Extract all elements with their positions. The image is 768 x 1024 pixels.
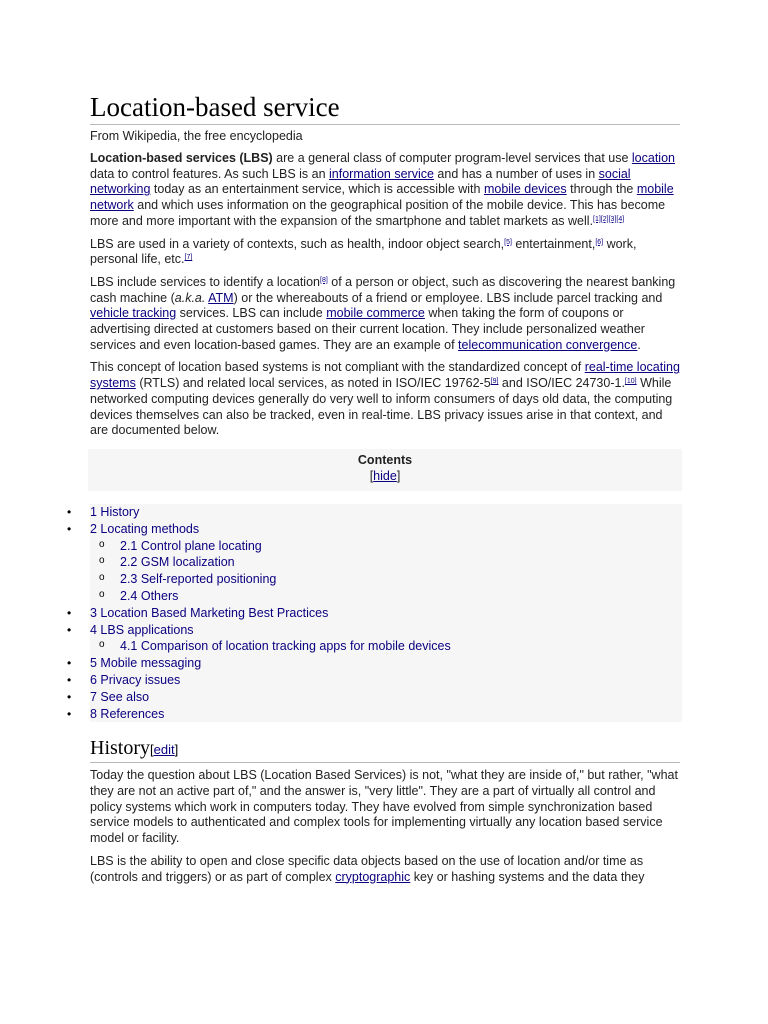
reference-6[interactable]: [6]: [595, 238, 604, 246]
text: and ISO/IEC 24730-1.: [498, 376, 625, 391]
lbs-bold-term: Location-based services (LBS): [90, 151, 273, 165]
reference-9[interactable]: [9]: [490, 378, 499, 386]
text: LBS is the ability to open and close specific data objects based on the use of location and/or time as (controls and triggers) or as part of complex: [90, 853, 644, 884]
toc-link[interactable]: 2 Locating methods: [90, 521, 200, 536]
text: of a person or object, such as discovering the nearest banking cash machine (: [90, 274, 676, 305]
link-telecommunication-convergence[interactable]: telecommunication convergence: [458, 337, 638, 352]
history-heading-text: History: [90, 737, 150, 760]
toc-link[interactable]: 7 See also: [90, 689, 150, 704]
toc-link[interactable]: 2.4 Others: [120, 588, 179, 603]
bracket: ]: [174, 742, 179, 758]
text: LBS include services to identify a location: [90, 274, 320, 289]
toc-item: [90, 571, 682, 588]
references-1-4[interactable]: [1][2][3][4]: [593, 215, 625, 223]
reference-10[interactable]: [10]: [624, 378, 637, 386]
text: (RTLS) and related local services, as noted in ISO/IEC 19762-5: [135, 376, 491, 391]
text: services. LBS can include: [176, 306, 327, 321]
bracket: [: [369, 468, 374, 483]
text: work, personal life, etc.: [90, 236, 637, 267]
toc-item: [90, 588, 682, 605]
text: are a general class of computer program-level services that use: [272, 151, 632, 165]
history-paragraph-1: Today the question about LBS (Location Based Services) is not, "what they are inside of," but rather, "what they are not an active part of," and the answer is, "very little". They are a part of virtually all control and policy systems which work in computers today. They have evolved from simple synchronization based service models to authenticated and complex tools for implementing virtually any location based service model or facility.: [90, 768, 678, 846]
reference-8[interactable]: [8]: [320, 276, 328, 284]
text: through the: [566, 182, 637, 197]
text: ) or the whereabouts of a friend or employee. LBS include parcel tracking and: [233, 290, 663, 305]
toc-link[interactable]: 4.1 Comparison of location tracking apps for mobile devices: [120, 639, 451, 654]
toc-item: [90, 504, 682, 521]
link-information-service[interactable]: information service: [329, 166, 434, 181]
history-paragraph-2: [90, 854, 680, 885]
toc-link[interactable]: 2.2 GSM localization: [120, 555, 235, 570]
toc-item: [90, 554, 682, 571]
toc-item: [90, 689, 682, 706]
link-location[interactable]: location: [631, 151, 675, 165]
toc-link[interactable]: 8 References: [90, 706, 165, 721]
toc-header: [88, 449, 682, 491]
text: and has a number of uses in: [433, 166, 599, 181]
toc-item: [90, 655, 682, 672]
link-mobile-commerce[interactable]: mobile commerce: [326, 306, 425, 321]
toc-hide-control: [88, 468, 682, 485]
link-mobile-devices[interactable]: mobile devices: [483, 182, 567, 197]
toc-link[interactable]: 4 LBS applications: [90, 622, 194, 637]
toc-item: [90, 706, 682, 723]
toc-item: [90, 622, 682, 639]
toc-item: [90, 672, 682, 689]
text: today as an entertainment service, which is accessible with: [150, 182, 484, 197]
toc-hide-link[interactable]: hide: [373, 468, 397, 483]
text: This concept of location based systems is not compliant with the standardized concept of: [90, 360, 585, 375]
text: data to control features. As such LBS is an: [90, 166, 330, 181]
toc-item: [90, 538, 682, 555]
edit-control: [150, 742, 178, 757]
text: and which uses information on the geographical position of the mobile device. This has become more and more important with the expansion of the smartphone and tablet markets as well.: [90, 198, 666, 228]
link-real-time-locating-systems[interactable]: real-time locating systems: [90, 360, 680, 391]
text: entertainment,: [511, 236, 596, 251]
aka-italic: a.k.a.: [174, 290, 206, 305]
toc-link[interactable]: 2.3 Self-reported positioning: [120, 572, 277, 587]
toc-list: [90, 504, 680, 722]
link-atm[interactable]: ATM: [208, 290, 234, 305]
reference-7[interactable]: [7]: [184, 254, 193, 262]
text: .: [637, 337, 641, 352]
link-cryptographic[interactable]: cryptographic: [335, 869, 411, 884]
intro-paragraph-3: [90, 275, 680, 354]
toc-title: Contents: [357, 452, 413, 467]
toc-link[interactable]: 6 Privacy issues: [90, 672, 181, 687]
intro-paragraph-2: [90, 237, 680, 268]
tagline: From Wikipedia, the free encyclopedia: [90, 129, 303, 143]
edit-section-link[interactable]: edit: [153, 742, 175, 758]
bracket: ]: [396, 468, 401, 483]
text: LBS are used in a variety of contexts, such as health, indoor object search,: [90, 236, 505, 251]
intro-paragraph-4: [90, 360, 680, 439]
toc-link[interactable]: 2.1 Control plane locating: [120, 538, 262, 553]
bracket: [: [150, 742, 154, 758]
page-title: Location-based service: [90, 90, 680, 125]
toc-item: [90, 605, 682, 622]
link-social-networking[interactable]: social networking: [90, 166, 631, 197]
intro-paragraph-1: [90, 151, 680, 230]
toc-item: [90, 521, 682, 538]
toc-link[interactable]: 5 Mobile messaging: [90, 656, 202, 671]
toc-item: [90, 638, 682, 655]
article-content: [90, 90, 680, 892]
text: key or hashing systems and the data they: [410, 869, 645, 884]
section-heading-history: [90, 736, 680, 763]
link-vehicle-tracking[interactable]: vehicle tracking: [90, 306, 177, 321]
toc-link[interactable]: 3 Location Based Marketing Best Practices: [90, 605, 329, 620]
link-mobile-network[interactable]: mobile network: [90, 182, 674, 213]
reference-5[interactable]: [5]: [504, 238, 512, 246]
toc-link[interactable]: 1 History: [90, 504, 140, 519]
text: when taking the form of coupons or advertising directed at customers based on their current location. They include personalized weather services and even location-based games. They are an example of: [90, 306, 645, 352]
text: While networked computing devices generally do very well to inform consumers of days old data, the computing devices themselves can also be tracked, even in real-time. LBS privacy issues arise in that context, and are documented below.: [90, 376, 673, 438]
